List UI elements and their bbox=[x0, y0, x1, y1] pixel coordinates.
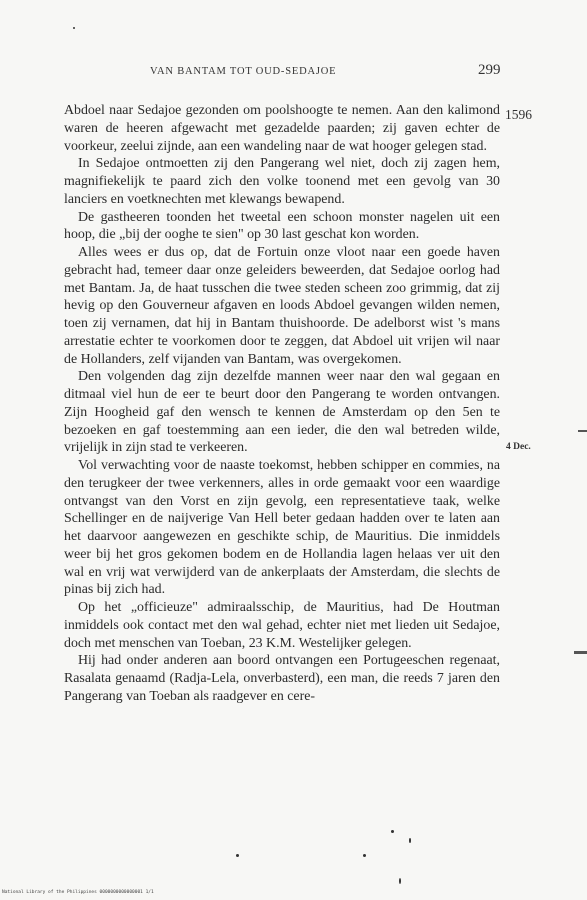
paragraph-6: Vol verwachting voor de naaste toekomst, hebben schipper en commies, na den terugkeer der twee verkenners, alles in orde gemaakt voor een waardige ontvangst van den Vorst en zijn gevolg, een representatieve taak, welke Schellinger en de naijverige Van Hell beter gedaan hadden over te laten aan het daarvoor aangewezen en geschikte schip, de Mauritius. Die inmiddels weer bij het gros gekomen bodem en de Hollandia lagen helaas ver uit den wal en vrij wat verwijderd van de ankerplaats der Amsterdam, die slechts de pinas bij zich had. bbox=[64, 458, 500, 598]
paragraph-5: Den volgenden dag zijn dezelfde mannen weer naar den wal gegaan en ditmaal viel hun de eer te beurt door den Pangerang te worden ontvangen. Zijn Hoogheid gaf den wensch te kennen de Amsterdam op den 5en te bezoeken en gaf toestemming aan een ieder, die den wal betreden wilde, vrijelijk in zijn stad te verkeeren. bbox=[64, 369, 500, 456]
page-number: 299 bbox=[478, 62, 501, 78]
scan-speck bbox=[399, 878, 401, 884]
paragraph-7: Op het „officieuze" admiraalsschip, de Mauritius, had De Houtman inmiddels ook contact met den wal gehad, echter niet met lieden uit Sedajoe, doch met menschen van Toeban, 23 K.M. Westelijker gelegen. bbox=[64, 600, 500, 651]
scan-footer-credit: National Library of the Philippines 0000000000000001 1/1 bbox=[2, 890, 154, 895]
scan-speck bbox=[391, 830, 394, 833]
scan-edge-mark bbox=[578, 430, 587, 432]
paragraph-1: Abdoel naar Sedajoe gezonden om poolshoogte te nemen. Aan den kalimond waren de heeren afgewacht met gezadelde paarden; zij gaven echter de voorkeur, zeelui zijnde, aan een wandeling naar de wat hooger gelegen stad. bbox=[64, 103, 500, 154]
body-text bbox=[64, 102, 500, 706]
scan-speck bbox=[73, 27, 75, 29]
scan-speck bbox=[409, 838, 411, 843]
paragraph-3: De gastheeren toonden het tweetal een schoon monster nagelen uit een hoop, die „bij der ooghe te sien" op 30 last geschat kon worden. bbox=[64, 209, 500, 243]
margin-note-date: 4 Dec. bbox=[506, 442, 531, 452]
paragraph-2: In Sedajoe ontmoetten zij den Pangerang wel niet, doch zij zagen hem, magnifiekelijk te paard zich den volke toonend met een gevolg van 30 lanciers en voetknechten met klewangs bewapend. bbox=[64, 156, 500, 207]
margin-note-year: 1596 bbox=[505, 107, 532, 122]
paragraph-8: Hij had onder anderen aan boord ontvangen een Portugeeschen regenaat, Rasalata genaamd (Radja-Lela, onverbasterd), een man, die reeds 7 jaren den Pangerang van Toeban als raadgever en cere- bbox=[64, 653, 500, 704]
scan-speck bbox=[236, 854, 239, 857]
paragraph-4: Alles wees er dus op, dat de Fortuin onze vloot naar een goede haven gebracht had, temeer daar onze geleiders beweerden, dat Sedajoe oorlog had met Bantam. Ja, de haat tusschen die twee steden scheen zoo grimmig, dat zij hevig op den Gouverneur afgaven en loods Abdoel gevangen wilden nemen, toen zij vernamen, dat hij in Bantam thuishoorde. De adelborst wist 's mans arrestatie echter te voorkomen door te zeggen, dat Abdoel uit vrijen wil naar de Hollanders, zelf vijanden van Bantam, was overgekomen. bbox=[64, 245, 500, 367]
scan-edge-mark bbox=[574, 651, 587, 654]
running-title: VAN BANTAM TOT OUD-SEDAJOE bbox=[150, 66, 337, 77]
scan-speck bbox=[363, 854, 366, 857]
